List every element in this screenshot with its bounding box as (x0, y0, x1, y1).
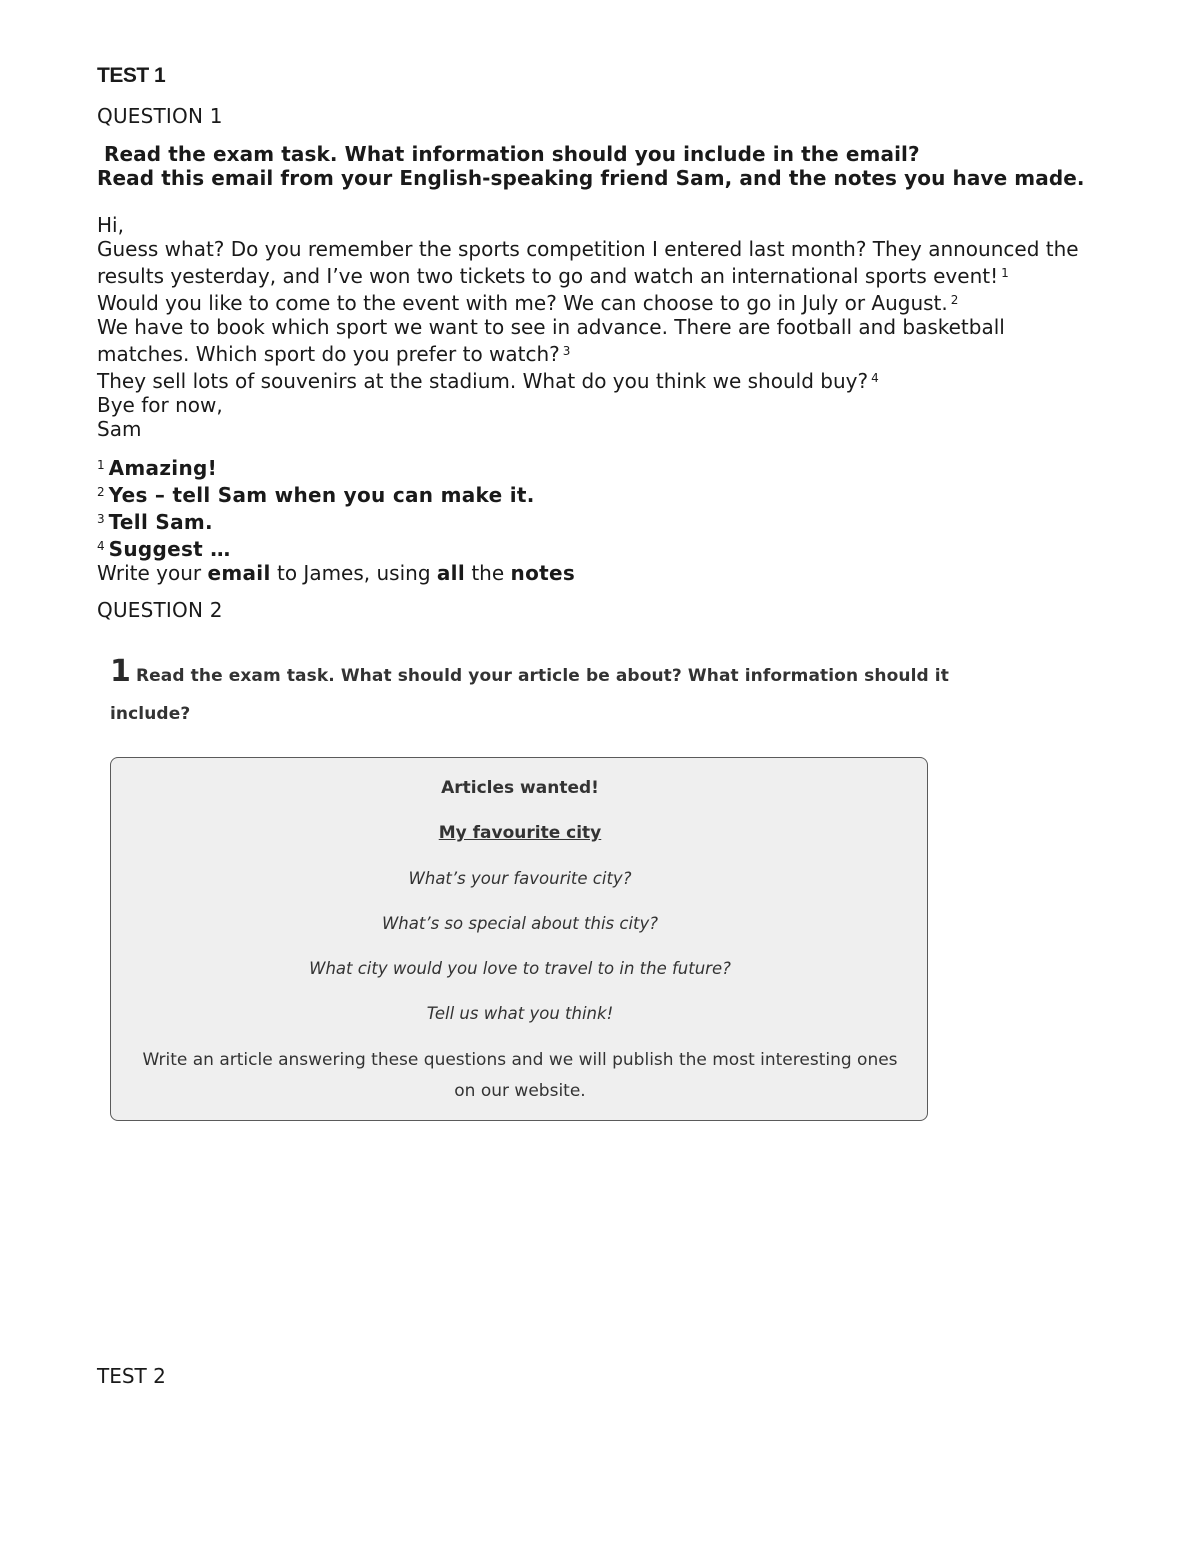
note-marker: 1 (1001, 266, 1009, 280)
note-item: $^1$ Amazing! (97, 456, 218, 480)
email-line: matches. Which sport do you prefer to watch? $^3$ (97, 342, 571, 366)
box-question: Tell us what you think! (426, 1004, 614, 1023)
notes-list (97, 453, 575, 585)
email-line: Guess what? Do you remember the sports competition I entered last month? They announced the (97, 237, 1079, 261)
email-body (97, 213, 1127, 441)
email-line: results yesterday, and I’ve won two tickets to go and watch an international sports event! $^1$ (97, 264, 1009, 288)
writing-instruction: Write your email to James, using all the notes (97, 561, 576, 585)
note-item: $^2$ Yes – tell Sam when you can make it. (97, 483, 535, 507)
email-signoff: Bye for now, (97, 393, 223, 417)
question1-task-line2: Read this email from your English-speaking friend Sam, and the notes you have made. (97, 166, 1085, 190)
box-heading: Articles wanted! (441, 778, 599, 798)
email-signature: Sam (97, 417, 142, 441)
note-item: $^3$ Tell Sam. (97, 510, 213, 534)
task-number: 1 (110, 654, 131, 689)
note-marker: 4 (871, 371, 879, 385)
email-line: Would you like to come to the event with me? We can choose to go in July or August. $^2$ (97, 291, 959, 315)
note-item: $^4$ Suggest … (97, 537, 231, 561)
task-text-line1: Read the exam task. What should your article be about? What information should it (135, 666, 949, 686)
note-marker: 2 (950, 293, 959, 307)
question2-heading: QUESTION 2 (97, 598, 223, 622)
question1-task-line1: Read the exam task. What information should you include in the email? (104, 142, 920, 166)
question1-heading: QUESTION 1 (97, 104, 223, 128)
article-task-box (110, 757, 928, 1121)
question2-task (110, 654, 949, 733)
test1-title: TEST 1 (97, 64, 166, 87)
task-text-line2: include? (110, 704, 191, 724)
box-subheading: My favourite city (438, 823, 602, 843)
email-line: They sell lots of souvenirs at the stadium. What do you think we should buy? $^4$ (97, 369, 879, 393)
box-footer: Write an article answering these questions and we will publish the most interesting ones on our website. (142, 1050, 898, 1101)
box-question: What city would you love to travel to in the future? (309, 959, 731, 978)
note-marker: 3 (562, 344, 571, 358)
email-line: We have to book which sport we want to see in advance. There are football and basketball (97, 315, 1005, 339)
test2-title: TEST 2 (97, 1364, 166, 1388)
box-question: What’s your favourite city? (408, 869, 632, 888)
email-greeting: Hi, (97, 213, 124, 237)
box-question: What’s so special about this city? (381, 914, 659, 933)
